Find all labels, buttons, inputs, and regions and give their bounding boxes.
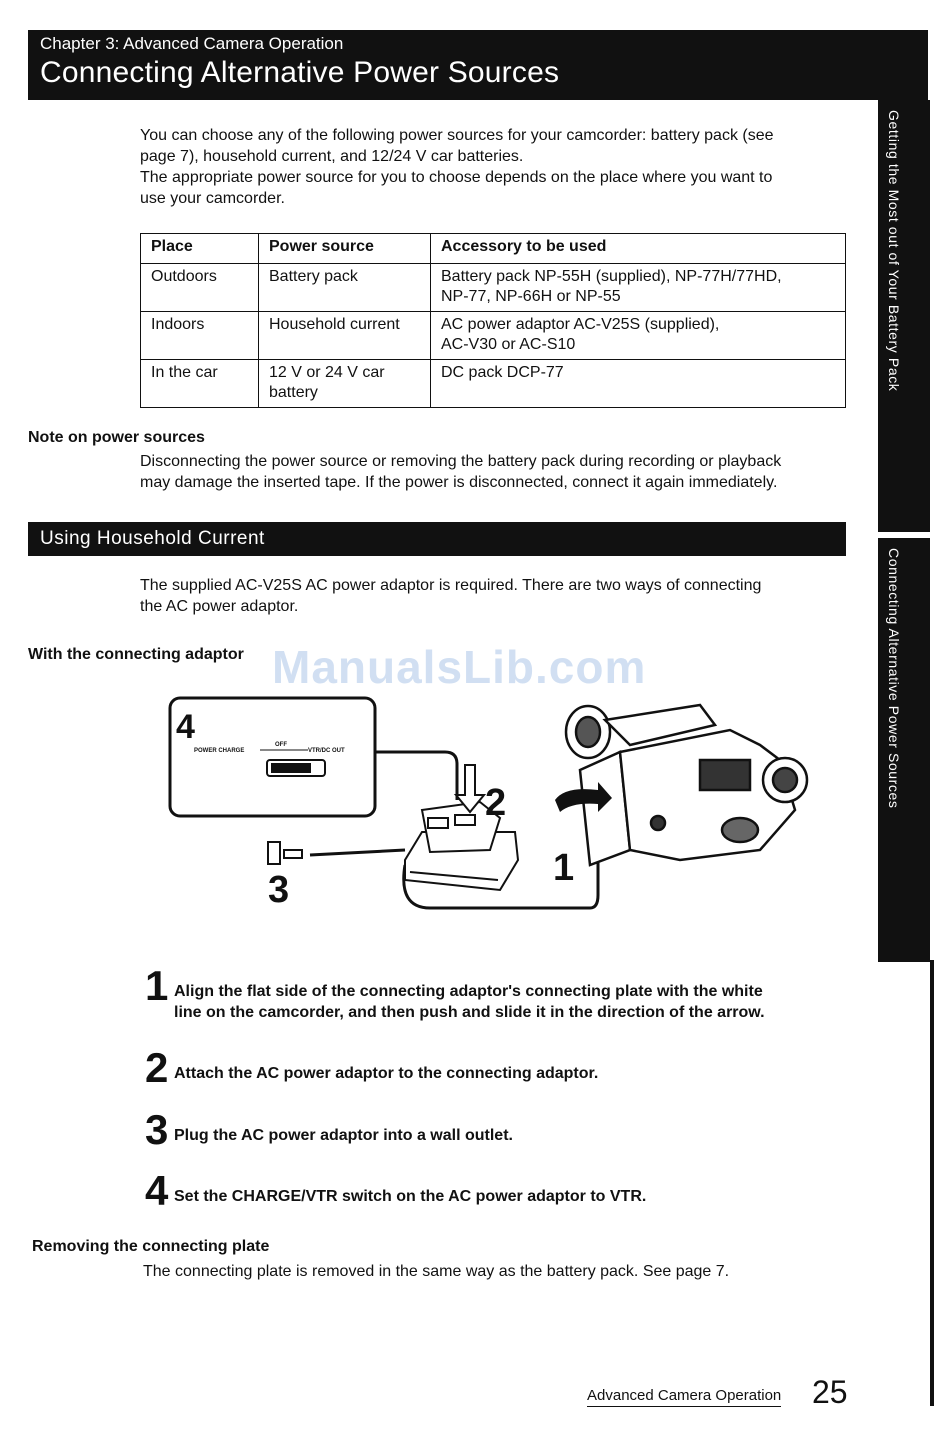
cell-source: Battery pack xyxy=(259,264,431,312)
accessory-line: DC pack DCP-77 xyxy=(441,364,564,381)
note-body xyxy=(140,451,781,493)
step-line: Attach the AC power adaptor to the connecting adaptor. xyxy=(174,1065,599,1082)
intro-paragraph xyxy=(140,125,774,209)
watermark: ManualsLib.com xyxy=(272,641,647,693)
side-tab-label: Connecting Alternative Power Sources xyxy=(886,548,902,809)
cell-accessory xyxy=(431,264,846,312)
step-text xyxy=(174,1063,854,1084)
connection-diagram xyxy=(160,690,840,930)
section-intro xyxy=(140,575,761,617)
cell-source: Household current xyxy=(259,312,431,360)
step-number: 3 xyxy=(145,1106,169,1153)
step-text xyxy=(174,1186,854,1207)
intro-line: You can choose any of the following power sources for your camcorder: battery pack (see xyxy=(140,127,774,144)
table-row xyxy=(141,360,846,408)
step-text xyxy=(174,981,854,1023)
removing-text: The connecting plate is removed in the same way as the battery pack. See page 7. xyxy=(143,1263,730,1280)
table-header-accessory: Accessory to be used xyxy=(431,234,846,264)
footer-section-label: Advanced Camera Operation xyxy=(587,1387,781,1407)
section-line: The supplied AC-V25S AC power adaptor is required. There are two ways of connecting xyxy=(140,577,762,594)
page-number: 25 xyxy=(812,1374,848,1410)
step-number: 2 xyxy=(145,1044,169,1091)
callout-3: 3 xyxy=(268,869,290,911)
accessory-line: NP-77, NP-66H or NP-55 xyxy=(441,288,621,305)
step-number: 4 xyxy=(145,1167,169,1214)
table-header-source: Power source xyxy=(259,234,431,264)
intro-line: use your camcorder. xyxy=(140,190,285,207)
accessory-line: AC-V30 or AC-S10 xyxy=(441,336,576,353)
step-line: Align the flat side of the connecting adaptor's connecting plate with the white xyxy=(174,983,763,1000)
section-title: Using Household Current xyxy=(40,528,265,549)
page-title: Connecting Alternative Power Sources xyxy=(40,56,560,89)
callout-1: 1 xyxy=(553,847,575,889)
removing-heading: Removing the connecting plate xyxy=(32,1238,270,1255)
page-edge-rule xyxy=(930,960,934,1406)
power-source-table xyxy=(140,233,846,408)
note-heading: Note on power sources xyxy=(28,429,205,446)
section-header xyxy=(28,522,846,556)
cell-place: In the car xyxy=(141,360,259,408)
cell-accessory xyxy=(431,312,846,360)
cell-place: Indoors xyxy=(141,312,259,360)
table-header-place: Place xyxy=(141,234,259,264)
step-text xyxy=(174,1125,854,1146)
step-line: Plug the AC power adaptor into a wall outlet. xyxy=(174,1127,513,1144)
note-line: Disconnecting the power source or removing the battery pack during recording or playback xyxy=(140,453,782,470)
accessory-line: AC power adaptor AC-V25S (supplied), xyxy=(441,316,720,333)
callout-4: 4 xyxy=(176,708,195,746)
switch-label-mid: OFF xyxy=(275,742,287,748)
switch-label-right: VTR/DC OUT xyxy=(308,748,345,754)
accessory-line: Battery pack NP-55H (supplied), NP-77H/77HD, xyxy=(441,268,782,285)
cell-source xyxy=(259,360,431,408)
side-tab-power-sources[interactable] xyxy=(878,538,930,962)
note-line: may damage the inserted tape. If the power is disconnected, connect it again immediately. xyxy=(140,474,778,491)
table-row xyxy=(141,264,846,312)
switch-label-left: POWER CHARGE xyxy=(194,748,245,754)
callout-2: 2 xyxy=(485,782,507,824)
table-header-row xyxy=(141,234,846,264)
step-number: 1 xyxy=(145,962,169,1009)
step-line: Set the CHARGE/VTR switch on the AC power adaptor to VTR. xyxy=(174,1188,647,1205)
side-tab-battery-pack[interactable] xyxy=(878,100,930,532)
source-line: battery xyxy=(269,384,318,401)
table-row xyxy=(141,312,846,360)
source-line: 12 V or 24 V car xyxy=(269,364,385,381)
intro-line: page 7), household current, and 12/24 V car batteries. xyxy=(140,148,524,165)
step-line: line on the camcorder, and then push and slide it in the direction of the arrow. xyxy=(174,1004,765,1021)
cell-accessory xyxy=(431,360,846,408)
camcorder-graphic xyxy=(566,705,807,865)
section-line: the AC power adaptor. xyxy=(140,598,299,615)
cell-place: Outdoors xyxy=(141,264,259,312)
chapter-label: Chapter 3: Advanced Camera Operation xyxy=(40,34,344,53)
switch-graphic xyxy=(194,742,345,776)
chapter-header xyxy=(28,30,928,100)
subheading-connecting-adaptor: With the connecting adaptor xyxy=(28,646,244,663)
intro-line: The appropriate power source for you to choose depends on the place where you want to xyxy=(140,169,773,186)
side-tab-label: Getting the Most out of Your Battery Pack xyxy=(886,110,902,392)
